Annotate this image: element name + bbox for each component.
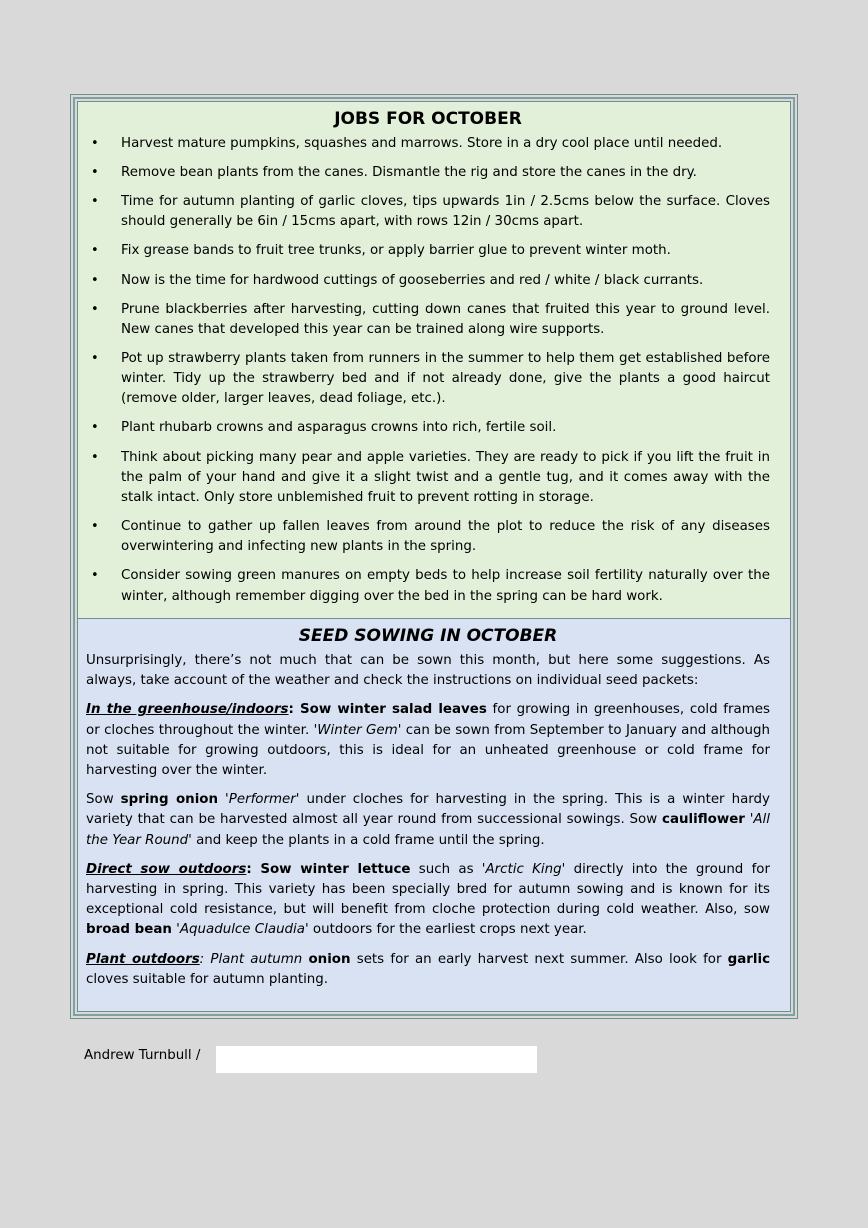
greenhouse-label: In the greenhouse/indoors [86, 702, 289, 718]
crop-name: onion [308, 951, 351, 967]
variety-name: Performer [228, 792, 296, 808]
list-item: • Continue to gather up fallen leaves from around the plot to reduce the risk of any diseases overwintering and infecting new plants in the spring. [91, 519, 770, 555]
list-item: • Pot up strawberry plants taken from runners in the summer to help them get established before winter. Tidy up the strawberry bed and if not already done, give the plants a good haircut (remove older, larger leaves, dead foliage, etc.). [91, 350, 770, 407]
crop-name: garlic [727, 951, 771, 967]
jobs-list [86, 134, 770, 607]
plant-outdoors-label: Plant outdoors [86, 951, 200, 967]
bullet-icon: • [91, 350, 99, 366]
bullet-icon: • [91, 136, 99, 151]
list-item: • Remove bean plants from the canes. Dismantle the rig and store the canes in the dry. [86, 163, 770, 183]
crop-name: winter salad leaves [337, 702, 487, 718]
crop-name: winter lettuce [300, 861, 411, 877]
list-item: • Time for autumn planting of garlic cloves, tips upwards 1in / 2.5cms below the surface. Cloves should generally be 6in / 15cms apart, with rows 12in / 30cms apart. [91, 194, 770, 230]
jobs-section [78, 102, 790, 619]
jobs-title: JOBS FOR OCTOBER [334, 109, 522, 129]
list-item: • Think about picking many pear and apple varieties. They are ready to pick if you lift the fruit in the palm of your hand and give it a slight twist and a gentle tug, and it comes away with the stalk intact. Only store unblemished fruit to prevent rotting in storage. [91, 449, 770, 505]
variety-name: Arctic King [485, 861, 562, 877]
bullet-icon: • [91, 272, 99, 288]
bullet-icon: • [91, 568, 99, 584]
crop-name: spring onion [120, 792, 219, 808]
bullet-icon: • [91, 449, 99, 465]
redacted-box [216, 1046, 537, 1073]
bullet-icon: • [91, 519, 99, 535]
frame-inner-border [77, 101, 791, 1012]
bullet-icon: • [91, 420, 99, 436]
seed-title: SEED SOWING IN OCTOBER [298, 626, 558, 646]
bullet-icon: • [91, 243, 99, 259]
seed-intro: Unsurprisingly, there’s not much that can be sown this month, but here some suggestions. As always, take account of the weather and check the instructions on individual seed packets: [86, 653, 770, 689]
variety-name: Winter Gem [317, 722, 398, 738]
plant-outdoors-paragraph: Plant outdoors: Plant autumn onion sets for an early harvest next summer. Also look for garlic cloves suitable for autumn planting. [86, 951, 771, 987]
bullet-icon: • [91, 165, 99, 181]
list-item: • Fix grease bands to fruit tree trunks, or apply barrier glue to prevent winter moth. [86, 241, 770, 261]
variety-name: Aquadulce Claudia [179, 922, 305, 938]
list-item: • Consider sowing green manures on empty beds to help increase soil fertility naturally over the winter, although remember digging over the bed in the spring can be hard work. [91, 568, 770, 604]
direct-sow-paragraph: Direct sow outdoors: Sow winter lettuce such as 'Arctic King' directly into the ground for harvesting in spring. This variety has been specially bred for autumn sowing and is known for its exceptional cold resistance, but will benefit from cloche protection during cold weather. Also, sow broad bean 'Aquadulce Claudia' outdoors for the earliest crops next year. [86, 861, 770, 938]
crop-name: broad bean [86, 922, 172, 938]
greenhouse-paragraph: In the greenhouse/indoors: Sow winter salad leaves for growing in greenhouses, cold frames or cloches throughout the winter. 'Winter Gem' can be sown from September to January and although not suitable for growing outdoors, this is ideal for an unheated greenhouse or cold frame for harvesting over the winter. [86, 702, 770, 779]
seed-sowing-section [78, 619, 790, 1012]
variety-name: All the Year Round [86, 812, 770, 848]
list-item: • Plant rhubarb crowns and asparagus crowns into rich, fertile soil. [86, 418, 770, 438]
list-item: • Harvest mature pumpkins, squashes and marrows. Store in a dry cool place until needed. [86, 134, 770, 154]
list-item: • Prune blackberries after harvesting, cutting down canes that fruited this year to ground level. New canes that developed this year can be trained along wire supports. [91, 301, 770, 337]
author-credit: Andrew Turnbull / [84, 1048, 201, 1063]
bullet-icon: • [91, 194, 99, 210]
list-item: • Now is the time for hardwood cuttings of gooseberries and red / white / black currants. [86, 271, 770, 291]
frame-border [73, 97, 795, 1016]
spring-onion-paragraph: Sow spring onion 'Performer' under cloches for harvesting in the spring. This is a winter hardy variety that can be harvested almost all year round from successional sowings. Sow cauliflower 'All the Year Round' and keep the plants in a cold frame until the spring. [86, 792, 770, 848]
content-frame [70, 94, 798, 1019]
crop-name: cauliflower [662, 812, 745, 828]
direct-sow-label: Direct sow outdoors [86, 861, 247, 877]
bullet-icon: • [91, 301, 99, 317]
